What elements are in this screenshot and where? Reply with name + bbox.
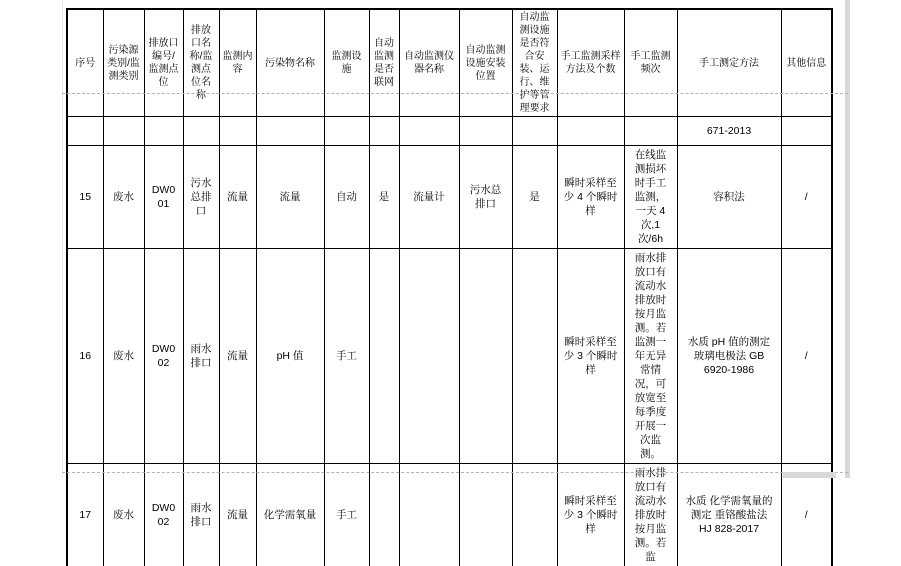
cell-row-14-overflow-manual-sampling-method[interactable] bbox=[557, 117, 624, 146]
cell-row-15-other-info[interactable]: / bbox=[781, 146, 832, 249]
header-auto-compliance[interactable]: 自动监测设施是否符合安装、运行、维护等管理要求 bbox=[512, 9, 557, 117]
cell-row-17-monitor-facility[interactable]: 手工 bbox=[324, 464, 369, 566]
cell-row-14-overflow-auto-networked[interactable] bbox=[369, 117, 399, 146]
cell-row-15-manual-method[interactable]: 容积法 bbox=[677, 146, 781, 249]
cell-row-14-overflow-other-info[interactable] bbox=[781, 117, 832, 146]
cell-row-16-auto-instrument[interactable] bbox=[399, 249, 459, 464]
header-auto-networked[interactable]: 自动监测是否联网 bbox=[369, 9, 399, 117]
cell-row-15-auto-compliance[interactable]: 是 bbox=[512, 146, 557, 249]
cell-row-15-source-category[interactable]: 废水 bbox=[103, 146, 144, 249]
header-serial[interactable]: 序号 bbox=[67, 9, 103, 117]
cell-row-14-overflow-manual-method[interactable]: 671-2013 bbox=[677, 117, 781, 146]
cell-row-16-manual-sampling-method[interactable]: 瞬时采样至少 3 个瞬时样 bbox=[557, 249, 624, 464]
cell-row-14-overflow-auto-instrument[interactable] bbox=[399, 117, 459, 146]
cell-row-16-other-info[interactable]: / bbox=[781, 249, 832, 464]
header-source-category[interactable]: 污染源类别/监测类别 bbox=[103, 9, 144, 117]
header-monitor-content[interactable]: 监测内容 bbox=[219, 9, 256, 117]
cell-row-16-outlet-name[interactable]: 雨水排口 bbox=[183, 249, 219, 464]
cell-row-17-pollutant-name[interactable]: 化学需氧量 bbox=[256, 464, 324, 566]
cell-row-16-source-category[interactable]: 废水 bbox=[103, 249, 144, 464]
cell-row-16-manual-method[interactable]: 水质 pH 值的测定 玻璃电极法 GB 6920-1986 bbox=[677, 249, 781, 464]
cell-row-15-auto-networked[interactable]: 是 bbox=[369, 146, 399, 249]
cell-row-15-auto-instrument[interactable]: 流量计 bbox=[399, 146, 459, 249]
cell-row-17-serial[interactable]: 17 bbox=[67, 464, 103, 566]
cell-row-16-auto-compliance[interactable] bbox=[512, 249, 557, 464]
cell-row-17-auto-install-location[interactable] bbox=[459, 464, 512, 566]
header-other-info[interactable]: 其他信息 bbox=[781, 9, 832, 117]
cell-row-15-manual-sampling-method[interactable]: 瞬时采样至少 4 个瞬时样 bbox=[557, 146, 624, 249]
cell-row-17-monitor-content[interactable]: 流量 bbox=[219, 464, 256, 566]
cell-row-16-monitor-facility[interactable]: 手工 bbox=[324, 249, 369, 464]
table-row bbox=[67, 464, 832, 566]
cell-row-14-overflow-outlet-code[interactable] bbox=[144, 117, 183, 146]
header-auto-install-location[interactable]: 自动监测设施安装位置 bbox=[459, 9, 512, 117]
cell-row-16-outlet-code[interactable]: DW002 bbox=[144, 249, 183, 464]
cell-row-17-manual-method[interactable]: 水质 化学需氧量的测定 重铬酸盐法 HJ 828-2017 bbox=[677, 464, 781, 566]
page-break-dashed-line-bottom bbox=[62, 472, 848, 473]
cell-row-17-manual-sampling-method[interactable]: 瞬时采样至少 3 个瞬时样 bbox=[557, 464, 624, 566]
cell-row-15-auto-install-location[interactable]: 污水总排口 bbox=[459, 146, 512, 249]
cell-row-17-outlet-name[interactable]: 雨水排口 bbox=[183, 464, 219, 566]
page-margin-artifact bbox=[783, 472, 836, 478]
table-row bbox=[67, 117, 832, 146]
cell-row-17-manual-frequency[interactable]: 雨水排放口有流动水排放时按月监测。若监 bbox=[624, 464, 677, 566]
cell-row-16-monitor-content[interactable]: 流量 bbox=[219, 249, 256, 464]
cell-row-17-source-category[interactable]: 废水 bbox=[103, 464, 144, 566]
cell-row-14-overflow-pollutant-name[interactable] bbox=[256, 117, 324, 146]
cell-row-17-auto-instrument[interactable] bbox=[399, 464, 459, 566]
cell-row-17-other-info[interactable]: / bbox=[781, 464, 832, 566]
cell-row-15-serial[interactable]: 15 bbox=[67, 146, 103, 249]
cell-row-14-overflow-source-category[interactable] bbox=[103, 117, 144, 146]
header-pollutant-name[interactable]: 污染物名称 bbox=[256, 9, 324, 117]
cell-row-14-overflow-monitor-content[interactable] bbox=[219, 117, 256, 146]
page-right-edge-line bbox=[845, 0, 850, 478]
table-row bbox=[67, 146, 832, 249]
header-auto-instrument[interactable]: 自动监测仪器名称 bbox=[399, 9, 459, 117]
cell-row-14-overflow-auto-install-location[interactable] bbox=[459, 117, 512, 146]
self-monitoring-table bbox=[66, 8, 833, 566]
table-header-row bbox=[67, 9, 832, 117]
cell-row-16-auto-networked[interactable] bbox=[369, 249, 399, 464]
cell-row-14-overflow-serial[interactable] bbox=[67, 117, 103, 146]
header-manual-frequency[interactable]: 手工监测频次 bbox=[624, 9, 677, 117]
cell-row-15-outlet-name[interactable]: 污水总排口 bbox=[183, 146, 219, 249]
cell-row-14-overflow-outlet-name[interactable] bbox=[183, 117, 219, 146]
header-monitor-facility[interactable]: 监测设施 bbox=[324, 9, 369, 117]
cell-row-15-monitor-facility[interactable]: 自动 bbox=[324, 146, 369, 249]
cell-row-14-overflow-manual-frequency[interactable] bbox=[624, 117, 677, 146]
page-left-edge-line bbox=[62, 0, 63, 478]
header-manual-sampling-method[interactable]: 手工监测采样方法及个数 bbox=[557, 9, 624, 117]
cell-row-17-auto-compliance[interactable] bbox=[512, 464, 557, 566]
cell-row-15-outlet-code[interactable]: DW001 bbox=[144, 146, 183, 249]
cell-row-16-auto-install-location[interactable] bbox=[459, 249, 512, 464]
cell-row-17-outlet-code[interactable]: DW002 bbox=[144, 464, 183, 566]
cell-row-15-manual-frequency[interactable]: 在线监测损坏时手工监测，一天 4 次,1 次/6h bbox=[624, 146, 677, 249]
cell-row-16-manual-frequency[interactable]: 雨水排放口有流动水排放时按月监测。若监测一年无异常情况，可放宽至每季度开展一次监测。 bbox=[624, 249, 677, 464]
cell-row-14-overflow-monitor-facility[interactable] bbox=[324, 117, 369, 146]
header-manual-method[interactable]: 手工测定方法 bbox=[677, 9, 781, 117]
header-outlet-code[interactable]: 排放口编号/监测点位 bbox=[144, 9, 183, 117]
header-outlet-name[interactable]: 排放口名称/监测点位名称 bbox=[183, 9, 219, 117]
table-row bbox=[67, 249, 832, 464]
cell-row-15-monitor-content[interactable]: 流量 bbox=[219, 146, 256, 249]
cell-row-15-pollutant-name[interactable]: 流量 bbox=[256, 146, 324, 249]
page-break-dashed-line-top bbox=[62, 93, 848, 94]
cell-row-14-overflow-auto-compliance[interactable] bbox=[512, 117, 557, 146]
cell-row-16-serial[interactable]: 16 bbox=[67, 249, 103, 464]
cell-row-17-auto-networked[interactable] bbox=[369, 464, 399, 566]
monitoring-table-page bbox=[66, 8, 833, 566]
cell-row-16-pollutant-name[interactable]: pH 值 bbox=[256, 249, 324, 464]
